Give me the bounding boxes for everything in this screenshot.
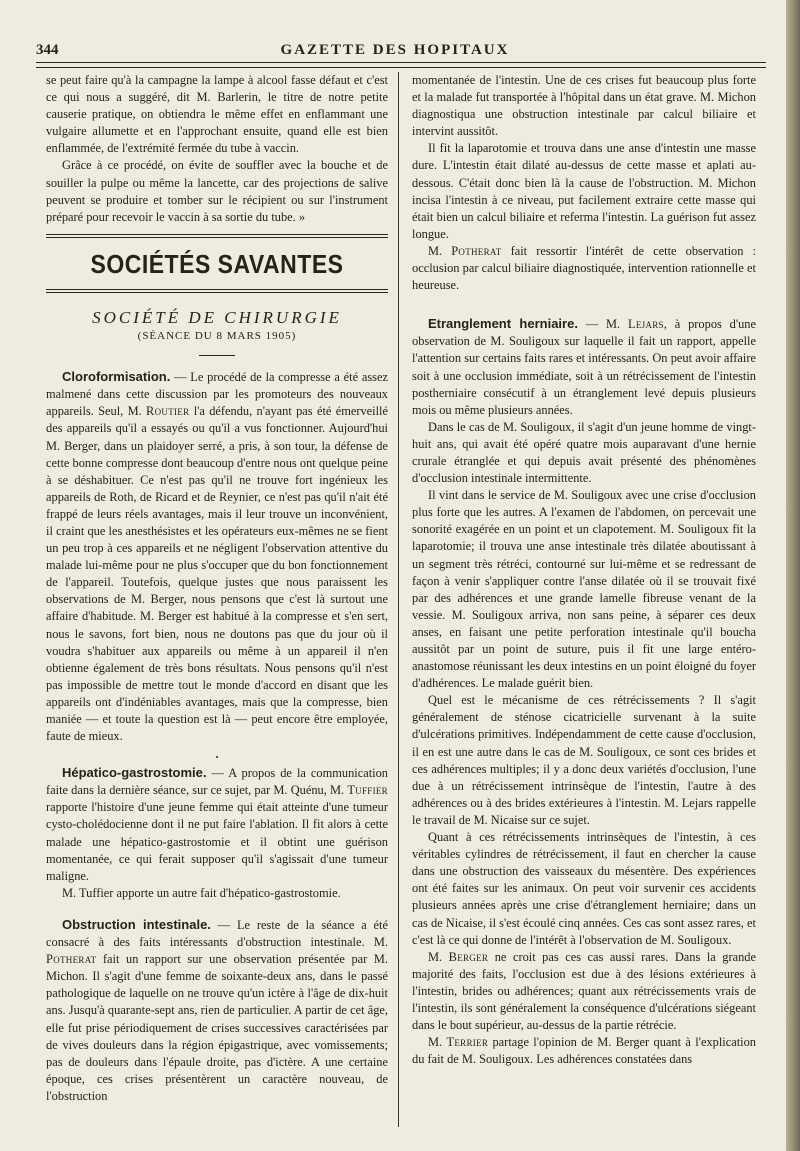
article-etranglement-herniaire: Etranglement herniaire. — M. Lejars, à propos d'une observation de M. Souligoux sur laquelle il fait un rapport, appelle l'attention sur certains faits rares et intéressants. On peut avoir affaire soit à une occlusion immédiate, soit à un rétrécissement de l'intestin postherniaire consécutif à un étranglement levé depuis plusieurs mois ou même plusieurs années. bbox=[412, 316, 756, 417]
running-title: GAZETTE DES HOPITAUX bbox=[280, 42, 510, 58]
surname: Tuffier bbox=[347, 783, 388, 798]
page-edge bbox=[786, 0, 800, 1151]
surname: Potherat bbox=[46, 952, 97, 967]
article-heading: Etranglement herniaire. bbox=[428, 316, 578, 332]
session-date: (SÉANCE DU 8 MARS 1905) bbox=[137, 330, 297, 343]
article-heading: Obstruction intestinale. bbox=[62, 916, 211, 932]
paragraph: M. Terrier partage l'opinion de M. Berger quant à l'explication du fait de M. Souligoux. Les adhérences constatées dans bbox=[412, 1035, 756, 1067]
article-obstruction-intestinale: Obstruction intestinale. — Le reste de la séance a été consacré à des faits intéressants d'obstruction intestinale. M. Potherat fait un rapport sur une observation présentée par M. Michon. Il s'agit d'une femme de soixante-deux ans, dans le passé pathologique de laquelle on ne trouve qu'un ictère à l'âge de dix-huit ans. Jusqu'à quarante-sept ans, rien de particulier. A partir de cet âge, elle fut prise périodiquement de crises successives caractérisées par de vives douleurs dans la région épigastrique, avec vomissements; pas de douleurs dans l'épaule droite, pas d'ictère. A une certaine époque, ces crises présentèrent un caractère nouveau, de l'obstruction bbox=[46, 916, 388, 1103]
article-heading: Hépatico-gastrostomie. bbox=[62, 765, 207, 781]
article-cloroformisation: Cloroformisation. — Le procédé de la compresse a été assez malmené dans cette discussion par les promoteurs des nouveaux appareils. Seul, M. Routier l'a défendu, n'ayant pas été émerveillé des appareils qu'il a essayés ou qu'il a vus fonctionner. Aujourd'hui M. Berger, dans un plaidoyer serré, a pris, à son tour, la défense de cette bonne compresse dont beaucoup d'entre nous ont quelque peine à se déshabituer. Ce n'est pas qu'il ne trouve fort ingénieux les appareils de Roth, de Ricard et de Reynier, ce n'est pas qu'il n'ait été frappé de leurs réels avantages, mais il leur trouve un inconvénient, il craint que les anesthésistes et les opérateurs eux-mêmes ne se fient un peu trop à ces appareils et ne négligent l'observation attentive du malade lui-même pour ne plus s'occuper que du bon fonctionnement de l'appareil. Toutefois, quelque justes que nous paraissent les observations de M. Berger, nous pensons que c'est là surtout une affaire d'habitude. M. Berger est habitué à la compresse et s'en sert, nous le savons, fort bien, nous ne doutons pas que du jour où il voudra s'habituer aux appareils ou même à un appareil il n'en obtienne également de très bons résultats. Nous pensons qu'il n'est pas impossible de mettre tout le monde d'accord en disant que les appareils ont d'indéniables avantages, mais que la compresse, bien maniée — et toute la question est là — peut encore être employée, faute de mieux. bbox=[46, 369, 388, 744]
paragraph: Quant à ces rétrécissements intrinsèques de l'intestin, à ces véritables cylindres de rétrécissement, il faut en chercher la cause dans une obstruction des vaisseaux du mésentère. Des expériences ont été faites sur les animaux. On peut voir survenir ces accidents plusieurs années après une crise d'étranglement herniaire; dans un cas de Nicaise, il s'est écoulé cinq années. Ces cas sont assez rares, et c'est là ce qui donne de l'intérêt à l'observation de M. Souligoux. bbox=[412, 830, 756, 947]
article-hepatico-gastrostomie: Hépatico-gastrostomie. — A propos de la communication faite dans la dernière séance, sur ce sujet, par M. Quénu, M. Tuffier rapporte l'histoire d'une jeune femme qui était atteinte d'une tumeur cysto-cholédocienne dont il ne put faire l'ablation. Il fit alors à cette malade une hépatico-gastrostomie et il obtint une guérison momentanée, ce qui ferait supposer qu'il s'agissait d'une tumeur maligne. bbox=[46, 765, 388, 883]
paragraph: Dans le cas de M. Souligoux, il s'agit d'un jeune homme de vingt-huit ans, qui avait été opéré quatre mois auparavant d'une hernie crurale étranglée et qui depuis avait présenté des phénomènes d'occlusion intestinale intermittente. bbox=[412, 419, 756, 486]
separator-dot: • bbox=[215, 753, 219, 763]
paragraph: Grâce à ce procédé, on évite de souffler avec la bouche et de souiller la pulpe ou même la lancette, car des projections de salive peuvent se produire et tomber sur le récipient ou sur l'instrument préparé pour recevoir le vaccin à sa sortie du tube. » bbox=[46, 158, 388, 224]
surname: Routier bbox=[146, 404, 190, 419]
surname: Lejars bbox=[627, 317, 664, 332]
paragraph: M. Berger ne croit pas ces cas aussi rares. Dans la grande majorité des faits, l'occlusion est due à des lésions extérieures à l'intestin, brides ou adhérences; quant aux rétrécissements vrais de l'intestin, ils sont généralement la conséquence d'ulcérations siégeant dans le bout supérieur, au-dessus de la partie rétrécie. bbox=[412, 949, 757, 1033]
section-title: SOCIÉTÉS SAVANTES bbox=[90, 249, 344, 279]
right-column bbox=[412, 72, 756, 1068]
surname: Terrier bbox=[446, 1035, 489, 1050]
paragraph: Il vint dans le service de M. Souligoux avec une crise d'occlusion plus forte que les autres. A l'examen de l'abdomen, on percevait une sonorité exagérée en un point et un clapotement. M. Souligoux fit la laparotomie; il trouva une anse intestinale très dilatée aboutissant à un segment très rétréci, contourné sur lui-même et se redressant de façon à venir s'appliquer contre l'anse dilatée où il se trouvait fixé par des adhérences et une grande lamelle fibreuse venant de la vessie. M. Souligoux arriva, non sans peine, à séparer ces deux anses, en faisant une petite perforation intestinale qu'il boucha aussitôt par un point de suture, puis il fit une large entéro-anastomose réunissant les deux intestins en un point éloigné du foyer d'adhérences. Le malade guérit bien. bbox=[412, 488, 756, 691]
section-rule bbox=[46, 289, 388, 293]
section-rule bbox=[46, 234, 388, 238]
surname: Berger bbox=[448, 949, 489, 964]
surname: Potherat bbox=[451, 243, 502, 258]
column-divider bbox=[398, 72, 399, 1127]
paragraph: Il fit la laparotomie et trouva dans une anse d'intestin une masse dure. L'intestin était dilaté au-dessus de cette masse et aplati au-dessous. C'était donc bien là la cause de l'obstruction. M. Michon incisa l'intestin à ce niveau, put facilement extraire cette masse qui était bien un calcul biliaire et referma l'intestin. La guérison fut assez longue. bbox=[412, 141, 756, 241]
left-column bbox=[46, 72, 388, 1105]
paragraph: M. Potherat fait ressortir l'intérêt de cette observation : occlusion par calcul biliaire diagnostiquée, intervention rationnelle et heureuse. bbox=[412, 243, 756, 293]
page-number: 344 bbox=[36, 42, 59, 58]
short-divider bbox=[199, 355, 235, 356]
header-rule bbox=[36, 62, 766, 68]
paragraph: se peut faire qu'à la campagne la lampe à alcool fasse défaut et c'est ce qui nous a suggéré, dit M. Barlerin, le titre de notre petite causerie pratique, on obtiendra le même effet en enflammant une vulgaire allumette et en l'approchant ensuite, quand elle est bien enflammée, de l'extrémité fermée du tube à vaccin. bbox=[46, 73, 388, 156]
paragraph: momentanée de l'intestin. Une de ces crises fut beaucoup plus forte et la malade fut transportée à l'hôpital dans un état grave. M. Michon diagnostiqua une obstruction intestinale par calcul biliaire et intervint aussitôt. bbox=[412, 73, 756, 139]
paragraph: Quel est le mécanisme de ces rétrécissements ? Il s'agit généralement de sténose cicatricielle survenant à la suite d'ulcérations primitives. Indépendamment de cette cause d'occlusion, il en est une autre dans le cas de M. Souligoux, ce sont ces brides et ces adhérences multiples; il y a donc deux variétés d'occlusion, l'une due à un rétrécissement intrinsèque de l'intestin, l'autre à des adhérences ou à des brides extérieures à l'intestin. M. Lejars rappelle le travail de M. Nicaise sur ce sujet. bbox=[412, 693, 756, 827]
page-header bbox=[36, 40, 754, 62]
paragraph: M. Tuffier apporte un autre fait d'hépatico-gastrostomie. bbox=[62, 885, 341, 900]
article-heading: Cloroformisation. bbox=[62, 369, 171, 385]
society-heading: SOCIÉTÉ DE CHIRURGIE bbox=[92, 307, 342, 327]
